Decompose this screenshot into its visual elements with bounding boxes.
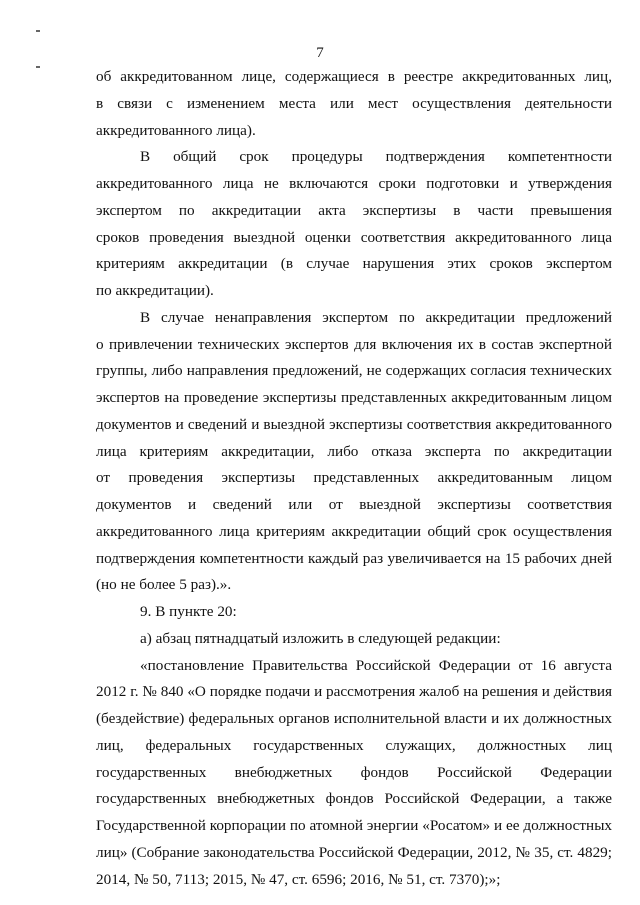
text-line: лиц» (Собрание законодательства Российской Федерации, 2012, № 35, ст. 4829; — [96, 843, 612, 861]
text-line: В общий срок процедуры подтверждения компетентности — [140, 148, 612, 166]
text-line: В случае ненаправления экспертом по аккредитации предложений — [140, 308, 612, 326]
page-number: 7 — [316, 45, 324, 61]
text-line: государственных внебюджетных фондов Российской Федерации, а также — [96, 790, 612, 808]
text-line: лиц, федеральных государственных служащих, должностных лиц — [96, 736, 612, 754]
scan-mark — [36, 66, 40, 68]
document-body — [96, 64, 612, 893]
text-line: группы, либо направления предложений, не содержащих согласия технических — [96, 362, 612, 380]
text-line: от проведения экспертизы представленных аккредитованным лицом — [96, 469, 612, 487]
text-line: экспертов на проведение экспертизы представленных аккредитованным лицом — [96, 389, 612, 406]
text-line: а) абзац пятнадцатый изложить в следующей редакции: — [140, 629, 501, 647]
text-line: лица критериям аккредитации, либо отказа эксперта по аккредитации — [96, 442, 612, 460]
text-line: сроков проведения выездной оценки соответствия аккредитованного лица — [96, 228, 612, 246]
text-line: «постановление Правительства Российской Федерации от 16 августа — [140, 656, 612, 674]
text-line: по аккредитации). — [96, 282, 214, 299]
text-line: 2014, № 50, 7113; 2015, № 47, ст. 6596; 2016, № 51, ст. 7370);»; — [96, 870, 501, 888]
text-line: в связи с изменением места или мест осуществления деятельности — [96, 94, 612, 112]
scan-mark — [36, 30, 40, 32]
text-line: государственных внебюджетных фондов Российской Федерации — [96, 763, 612, 781]
text-line: об аккредитованном лице, содержащиеся в реестре аккредитованных лиц, — [96, 68, 612, 85]
text-line: 2012 г. № 840 «О порядке подачи и рассмотрения жалоб на решения и действия — [96, 683, 612, 701]
text-line: документов и сведений или от выездной экспертизы соответствия — [96, 496, 612, 513]
text-line: аккредитованного лица). — [96, 121, 256, 139]
text-line: критериям аккредитации (в случае нарушения этих сроков экспертом — [96, 255, 612, 273]
text-line: подтверждения компетентности каждый раз увеличивается на 15 рабочих дней — [96, 549, 612, 567]
text-line: аккредитованного лица критериям аккредитации общий срок осуществления — [96, 522, 612, 540]
text-line: (бездействие) федеральных органов исполнительной власти и их должностных — [96, 710, 612, 727]
text-line: (но не более 5 раз).». — [96, 576, 232, 594]
text-line: 9. В пункте 20: — [140, 603, 237, 620]
text-line: Государственной корпорации по атомной энергии «Росатом» и ее должностных — [96, 817, 612, 834]
text-line: о привлечении технических экспертов для включения их в состав экспертной — [96, 335, 612, 353]
text-line: аккредитованного лица не включаются сроки подготовки и утверждения — [96, 175, 612, 192]
text-line: экспертом по аккредитации акта экспертизы в части превышения — [96, 201, 612, 219]
text-line: документов и сведений и выездной экспертизы соответствия аккредитованного — [96, 415, 612, 433]
